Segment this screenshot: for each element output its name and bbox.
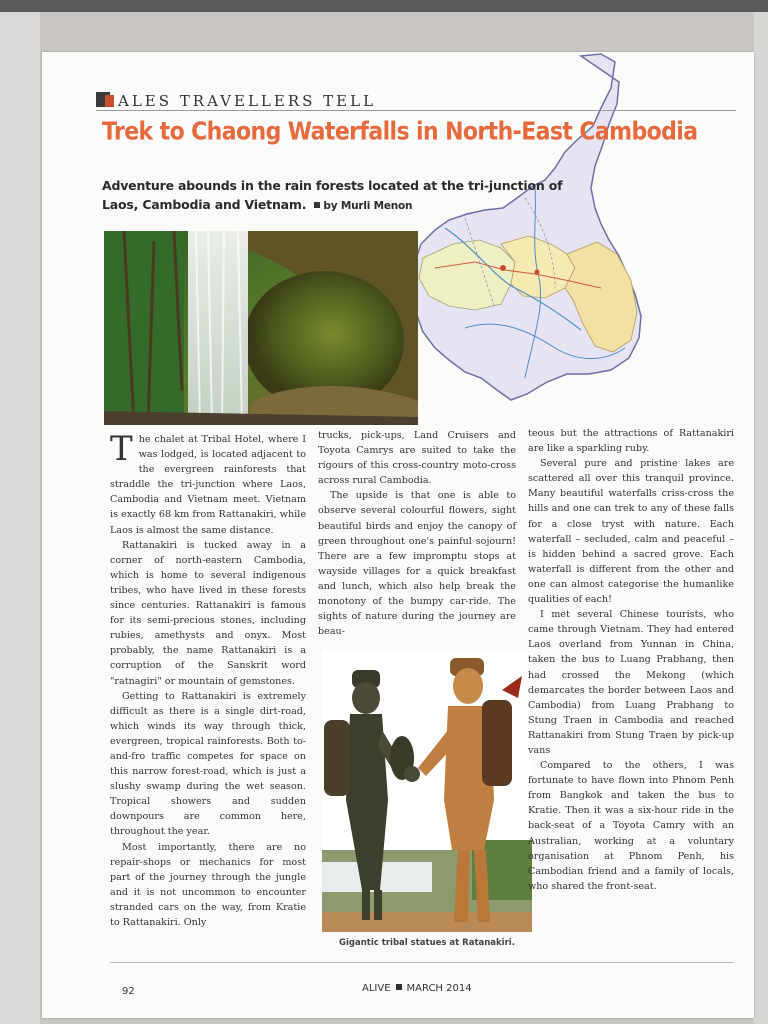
section-label: ALES TRAVELLERS TELL bbox=[118, 92, 377, 110]
section-header bbox=[96, 92, 736, 111]
paragraph: The upside is that one is able to observe several colourful flowers, sight beautiful birds and enjoy the canopy of green throughout one's painful sojourn! There are a few impromptu stops at wayside villages for a quick breakfast and lunch, which also help break the monotony of the bumpy car-ride. The sights of nature during the journey are beau- bbox=[318, 490, 516, 638]
paragraph: Most importantly, there are no repair-shops or mechanics for most part of the journey through the jungle and it is not uncommon to encounter stranded cars on the way, from Kratie to Rattanakiri. Only bbox=[110, 841, 306, 928]
scan-right-margin bbox=[754, 12, 768, 1024]
tribal-statues-photo bbox=[322, 650, 532, 932]
article-column-1 bbox=[110, 429, 306, 930]
footer-square-icon bbox=[396, 984, 402, 990]
waterfall-photo bbox=[104, 231, 418, 425]
article-column-3 bbox=[528, 426, 734, 894]
section-logo-mark bbox=[96, 92, 110, 107]
paragraph: Rattanakiri is tucked away in a corner of north-eastern Cambodia, which is home to several indigenous tribes, who have lived in these forests since centuries. Rattanakiri is famous for its semi-precious stones, including rubies, amethysts and onyx. Most probably, the name Rattanakiri is a corruption of the Sanskrit word "ratnagiri" or mountain of gemstones. bbox=[110, 539, 306, 687]
page-number: 92 bbox=[122, 986, 135, 997]
subtitle-text: Adventure abounds in the rain forests located at the tri-junction of Laos, Cambodia and Vietnam. bbox=[102, 178, 563, 212]
paragraph: he chalet at Tribal Hotel, where I was lodged, is located adjacent to the evergreen rainforests that straddle the tri-junction where Laos, Cambodia and Vietnam meet. Vietnam is exactly 68 km from Rattanakiri, while Laos is almost the same distance. bbox=[110, 434, 306, 536]
paragraph: Several pure and pristine lakes are scattered all over this tranquil province. Many beautiful waterfalls criss-cross the hills and one can trek to any of these falls for a close tryst with nature. Each waterfall – secluded, calm and peaceful – is hidden behind a sacred grove. Each waterfall is different from the other and one can almost categorise the humanlike qualities of each! bbox=[528, 458, 734, 606]
magazine-footer bbox=[362, 983, 472, 994]
map-town-marker bbox=[535, 270, 540, 275]
byline: by Murli Menon bbox=[323, 200, 413, 212]
paragraph: Compared to the others, I was fortunate to have flown into Phnom Penh from Bangkok and taken the bus to Kratie. Then it was a six-hour ride in the back-seat of a Toyota Camry with an Australian, working at a voluntary organisation at Phnom Penh, his Cambodian friend and a family of locals, who shared the front-seat. bbox=[528, 760, 734, 892]
article-column-2 bbox=[318, 428, 516, 639]
photo-caption: Gigantic tribal statues at Ratanakiri. bbox=[339, 938, 515, 948]
article-subtitle bbox=[102, 176, 582, 216]
scan-left-margin bbox=[0, 12, 40, 1024]
issue-date: MARCH 2014 bbox=[406, 983, 472, 994]
paragraph: teous but the attractions of Rattanakiri are like a sparkling ruby. bbox=[528, 428, 734, 455]
paragraph: I met several Chinese tourists, who came through Vietnam. They had entered Laos overland from Yunnan in China, taken the bus to Luang Prabhang, then had crossed the Mekong (which demarcates the border between Laos and Cambodia) from Luang Prabhang to Stung Traen in Cambodia and reached Rattanakiri from Stung Traen by pick-up vans bbox=[528, 609, 734, 756]
drop-cap: T bbox=[110, 429, 133, 469]
paragraph: Getting to Rattanakiri is extremely difficult as there is a single dirt-road, which winds its way through thick, evergreen, tropical rainforests. Both to-and-fro traffic competes for space on this narrow forest-road, which is just a slushy swamp during the wet season. Tropical showers and sudden downpours are common here, throughout the year. bbox=[110, 690, 306, 838]
scan-top-shadow bbox=[0, 0, 768, 12]
article-title: Trek to Chaong Waterfalls in North-East Cambodia bbox=[102, 118, 698, 146]
byline-square-icon bbox=[314, 202, 320, 208]
magazine-name: ALIVE bbox=[362, 983, 391, 994]
map-town-marker bbox=[500, 265, 506, 271]
paragraph: trucks, pick-ups, Land Cruisers and Toyota Camrys are suited to take the rigours of this cross-country moto-cross across rural Cambodia. bbox=[318, 430, 516, 487]
footer-divider bbox=[110, 962, 734, 963]
